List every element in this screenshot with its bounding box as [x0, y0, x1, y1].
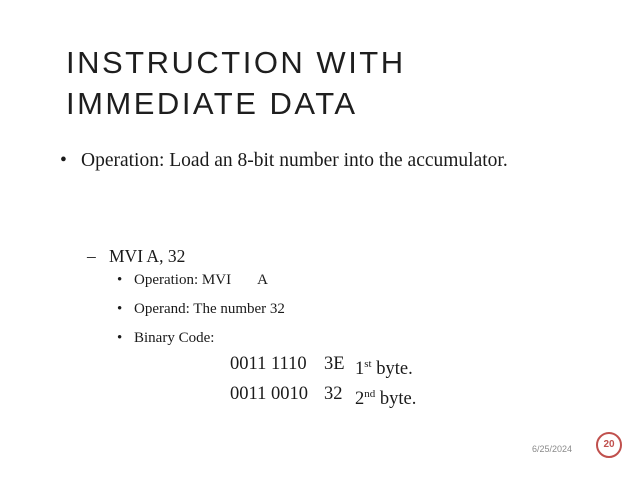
code-ordinal: 1st byte. [355, 358, 413, 379]
item-operation-label: Operation: MVI [134, 272, 232, 288]
code-binary: 0011 1110 [230, 354, 307, 374]
code-binary: 0011 0010 [230, 384, 308, 404]
title-line-2: IMMEDIATE DATA [66, 86, 358, 121]
code-ordinal: 2nd byte. [355, 388, 417, 409]
item-operation-register: A [257, 272, 268, 288]
bullet-dot-icon: • [60, 150, 67, 171]
bullet-operation-text: Operation: Load an 8-bit number into the accumulator. [81, 150, 508, 171]
page-number-badge: 20 [596, 432, 622, 458]
slide-title [66, 42, 406, 124]
item-operand-text: Operand: The number 32 [134, 301, 285, 317]
dash-icon: – [87, 246, 96, 266]
code-hex: 3E [324, 354, 345, 374]
bullet-dot-icon: • [117, 272, 123, 288]
footer-date: 6/25/2024 [532, 444, 573, 454]
bullet-dot-icon: • [117, 301, 123, 317]
bullet-dot-icon: • [117, 330, 123, 346]
title-line-1: INSTRUCTION WITH [66, 45, 406, 80]
sub-bullet-mvi-text: MVI A, 32 [109, 246, 186, 266]
item-binary-code-text: Binary Code: [134, 330, 215, 346]
code-hex: 32 [324, 384, 343, 404]
